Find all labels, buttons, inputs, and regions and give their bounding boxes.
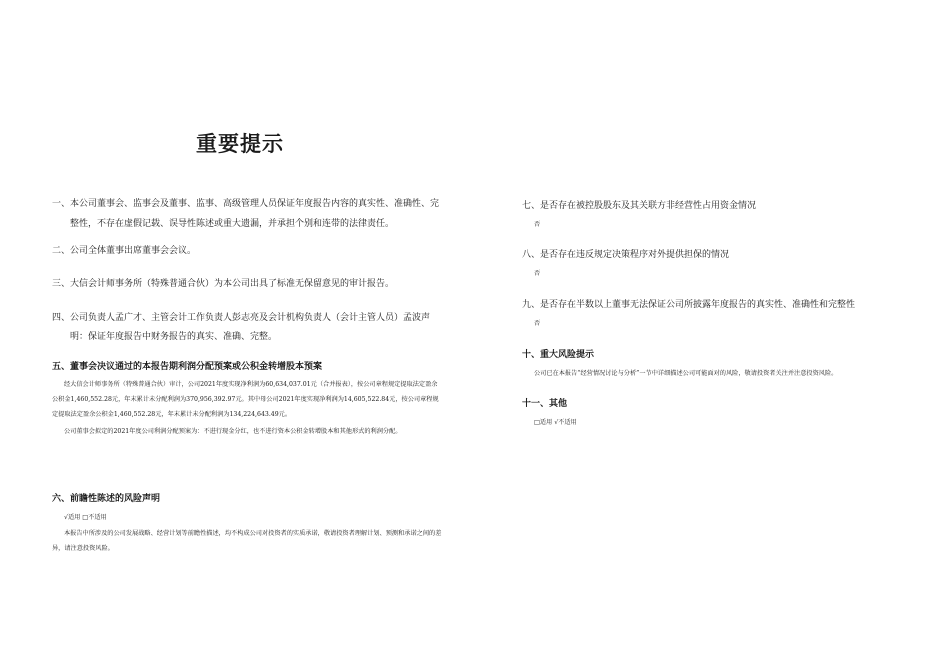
section-8-answer: 否 bbox=[534, 270, 541, 277]
section-4 bbox=[52, 309, 442, 347]
section-3 bbox=[52, 276, 442, 292]
section-6 bbox=[52, 491, 442, 556]
section-7-heading: 七、是否存在被控股股东及其关联方非经营性占用资金情况 bbox=[522, 201, 757, 211]
section-11-heading: 十一、其他 bbox=[522, 399, 568, 409]
section-3-text: 三、大信会计师事务所（特殊普通合伙）为本公司出具了标准无保留意见的审计报告。 bbox=[52, 279, 395, 289]
section-11 bbox=[522, 396, 892, 429]
section-4-text: 四、公司负责人孟广才、主管会计工作负责人彭志亮及会计机构负责人（会计主管人员）孟波声明：保证年度报告中财务报告的真实、准确、完整。 bbox=[52, 313, 431, 342]
section-10-text: 公司已在本报告“经营情况讨论与分析”一节中详细描述公司可能面对的风险，敬请投资者关注并注意投资风险。 bbox=[534, 370, 838, 377]
section-2 bbox=[52, 243, 442, 259]
section-1 bbox=[52, 194, 442, 234]
section-6-heading: 六、前瞻性陈述的风险声明 bbox=[52, 494, 161, 504]
section-6-paragraph: 本报告中所涉及的公司发展战略、经营计划等前瞻性描述，均不构成公司对投资者的实质承诺，敬请投资者理解计划、预测和承诺之间的差异，请注意投资风险。 bbox=[52, 530, 442, 552]
section-11-applicability: □适用 √不适用 bbox=[534, 419, 577, 426]
section-10-heading: 十、重大风险提示 bbox=[522, 350, 595, 360]
section-6-applicability: √适用 □不适用 bbox=[64, 514, 107, 521]
section-5 bbox=[52, 359, 442, 439]
section-7 bbox=[522, 198, 892, 231]
section-5-paragraph-1: 经大信会计师事务所（特殊普通合伙）审计，公司2021年度实现净利润为60,634,037.01元（合并报表），按公司章程规定提取法定盈余公积金1,460,552.28元，年末累计未分配利润为370,956,392.97元。其中母公司2021年度实现净利润为14,605,522.84元，按公司章程规定提取法定盈余公积金1,460,552.28元，年末累计未分配利润为134,224,643.49元。 bbox=[52, 381, 439, 418]
section-2-text: 二、公司全体董事出席董事会会议。 bbox=[52, 246, 197, 256]
page-title: 重要提示 bbox=[196, 132, 284, 156]
section-9 bbox=[522, 297, 892, 330]
section-10 bbox=[522, 347, 892, 380]
section-5-paragraph-2: 公司董事会拟定的2021年度公司利润分配预案为：不进行现金分红，也不进行资本公积金转增股本和其他形式的利润分配。 bbox=[64, 428, 402, 435]
section-9-heading: 九、是否存在半数以上董事无法保证公司所披露年度报告的真实性、准确性和完整性 bbox=[522, 300, 856, 310]
section-9-answer: 否 bbox=[534, 320, 541, 327]
section-5-heading: 五、董事会决议通过的本报告期利润分配预案或公积金转增股本预案 bbox=[52, 362, 323, 372]
section-8-heading: 八、是否存在违反规定决策程序对外提供担保的情况 bbox=[522, 250, 730, 260]
section-7-answer: 否 bbox=[534, 221, 541, 228]
section-8 bbox=[522, 247, 892, 280]
section-1-text: 一、本公司董事会、监事会及董事、监事、高级管理人员保证年度报告内容的真实性、准确性、完整性，不存在虚假记载、误导性陈述或重大遗漏，并承担个别和连带的法律责任。 bbox=[52, 199, 440, 229]
